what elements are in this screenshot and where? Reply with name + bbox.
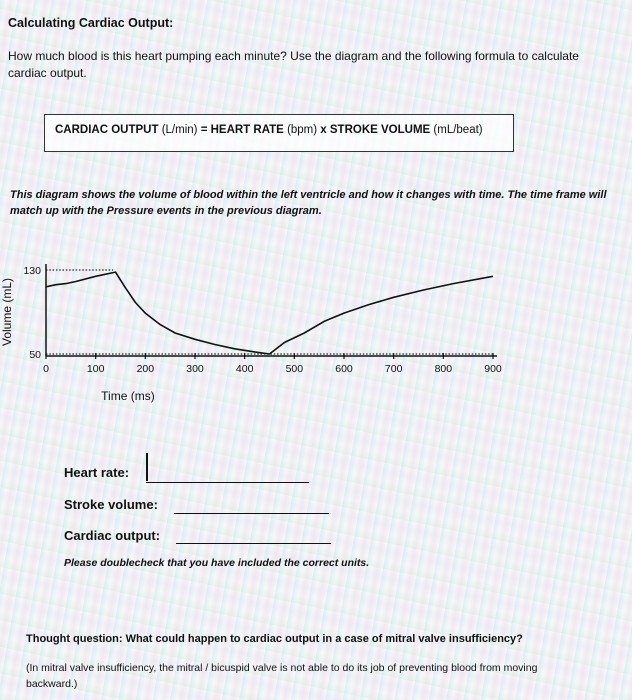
thought-question: Thought question: What could happen to cardiac output in a case of mitral valve insufficiency? xyxy=(26,633,523,645)
x-tick-label-900: 900 xyxy=(484,363,502,375)
stroke-volume-answer-line[interactable] xyxy=(174,513,329,514)
formula-stroke-volume: x STROKE VOLUME xyxy=(320,124,431,136)
x-tick-label-500: 500 xyxy=(285,363,304,375)
x-tick-label-100: 100 xyxy=(86,363,105,375)
formula-unit-bpm: (bpm) xyxy=(287,124,318,136)
x-tick-label-300: 300 xyxy=(186,363,204,375)
x-tick-label-200: 200 xyxy=(136,363,155,375)
formula-prefix: CARDIAC OUTPUT xyxy=(55,124,159,136)
volume-series-line xyxy=(46,272,493,354)
units-note: Please doublecheck that you have included the correct units. xyxy=(64,557,370,569)
y-axis-title: Volume (mL) xyxy=(0,277,14,347)
page-title: Calculating Cardiac Output: xyxy=(8,16,174,30)
formula-heart-rate: = HEART RATE xyxy=(200,124,284,136)
x-tick-label-600: 600 xyxy=(335,363,353,375)
y-tick-label-50: 50 xyxy=(29,349,41,361)
x-tick-label-800: 800 xyxy=(434,363,453,375)
thought-detail: (In mitral valve insufficiency, the mitral / bicuspid valve is not able to do its job of preventing blood from moving backward.) xyxy=(26,662,538,690)
formula-unit-lmin: (L/min) xyxy=(161,124,198,136)
stroke-volume-label: Stroke volume: xyxy=(64,497,158,512)
x-tick-label-700: 700 xyxy=(384,363,403,375)
cardiac-output-label: Cardiac output: xyxy=(64,528,161,543)
y-tick-label-130: 130 xyxy=(23,265,41,277)
volume-chart xyxy=(0,250,632,410)
formula-box xyxy=(44,114,514,152)
text-cursor xyxy=(146,453,148,481)
formula-text xyxy=(55,124,483,136)
diagram-description: This diagram shows the volume of blood within the left ventricle and how it changes with time. The time frame will match up with the Pressure events in the previous diagram. xyxy=(10,189,607,217)
formula-unit-mlbeat: (mL/beat) xyxy=(433,124,483,136)
heart-rate-label: Heart rate: xyxy=(64,465,130,480)
intro-text: How much blood is this heart pumping each minute? Use the diagram and the following formula to calculate cardiac output. xyxy=(8,49,579,80)
x-tick-label-400: 400 xyxy=(235,363,254,375)
x-tick-label-0: 0 xyxy=(43,363,49,375)
x-axis-title: Time (ms) xyxy=(101,389,155,403)
heart-rate-answer-line[interactable] xyxy=(146,482,309,483)
cardiac-output-answer-line[interactable] xyxy=(176,543,331,544)
